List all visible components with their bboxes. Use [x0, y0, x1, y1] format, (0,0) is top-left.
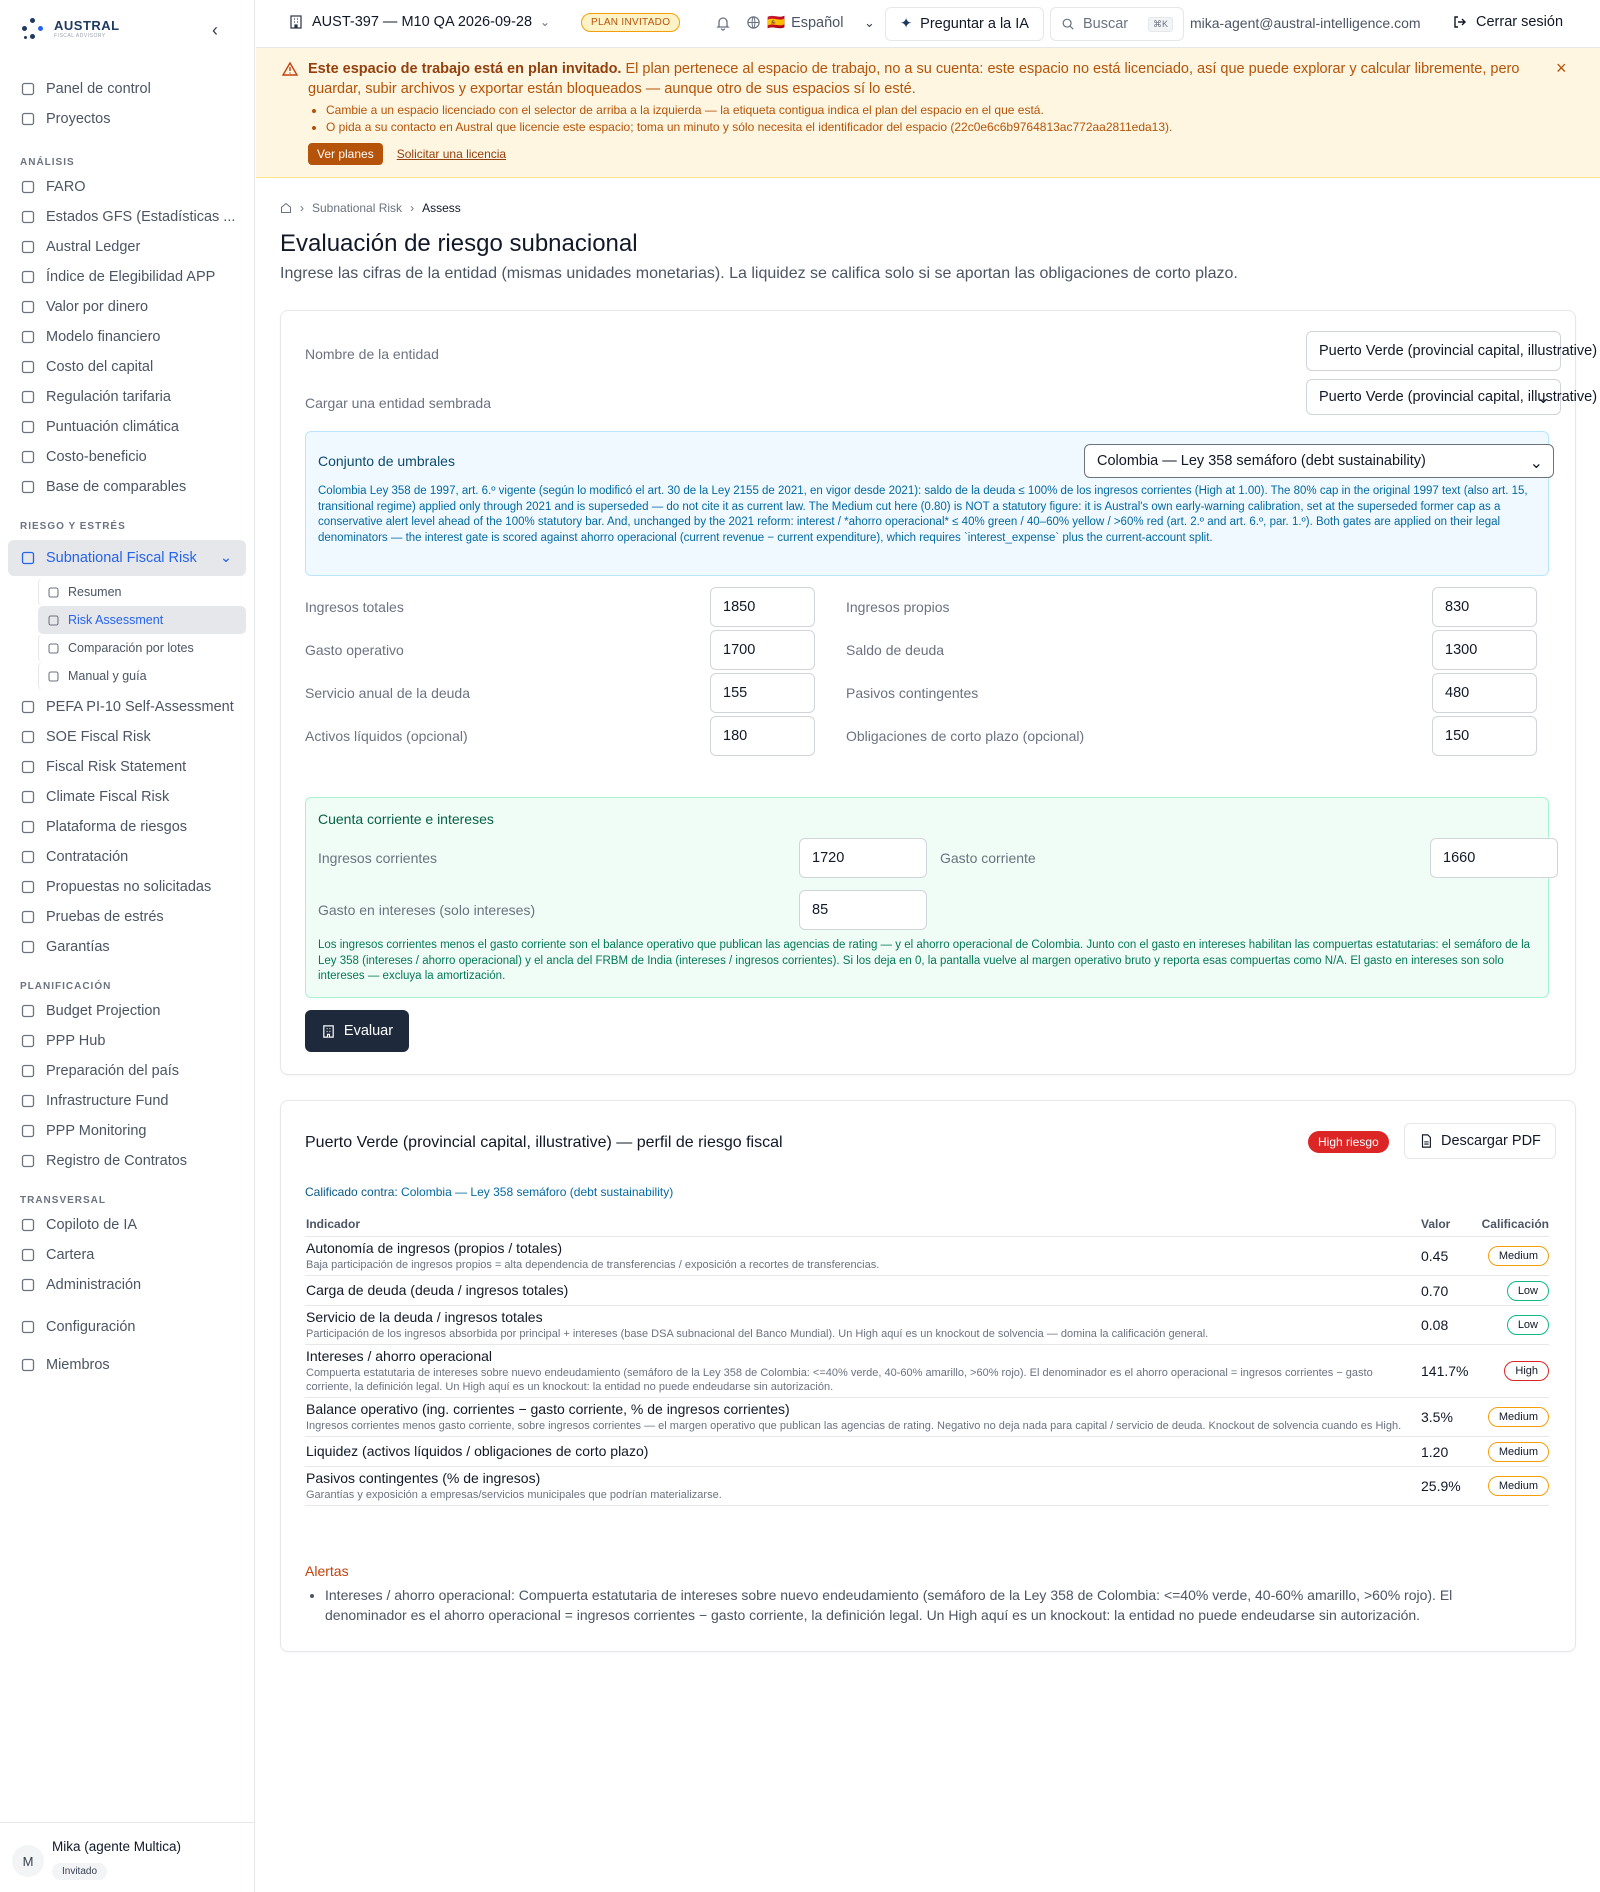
field-label: Ingresos corrientes [318, 850, 438, 866]
rating-badge: High [1504, 1361, 1549, 1381]
request-license-link[interactable]: Solicitar una licencia [396, 147, 507, 161]
sidebar-item-label: Preparación del país [46, 1063, 179, 1079]
sidebar-item-budget-projection[interactable] [8, 996, 246, 1026]
sidebar-item-label: Regulación tarifaria [46, 389, 171, 405]
indicator-name: Pasivos contingentes (% de ingresos) [306, 1470, 541, 1486]
sidebar-item-label: Modelo financiero [46, 329, 161, 345]
rating-badge: Medium [1488, 1442, 1549, 1462]
sidebar-item-regulacion-tarifaria[interactable] [8, 382, 246, 412]
entity-name-input[interactable]: Puerto Verde (provincial capital, illustrative) [1306, 331, 1561, 371]
sidebar-item-infrastructure-fund[interactable] [8, 1086, 246, 1116]
input-ingresos-totales[interactable]: 1850 [710, 587, 815, 627]
table-row [305, 1398, 1549, 1437]
indicator-name: Liquidez (activos líquidos / obligaciones de corto plazo) [306, 1443, 649, 1459]
value-header: Valor [1421, 1217, 1451, 1231]
logout-button[interactable] [1452, 14, 1563, 30]
sidebar-item-costo-beneficio[interactable] [8, 442, 246, 472]
indicator-value: 1.20 [1421, 1443, 1449, 1460]
sidebar-item-estados-gfs-estadisticas[interactable] [8, 202, 246, 232]
input-saldo-de-deuda[interactable]: 1300 [1432, 630, 1537, 670]
sparkle-icon [20, 1217, 36, 1233]
folder-icon [20, 111, 36, 127]
indicator-description: Ingresos corrientes menos gasto corriente, sobre ingresos corrientes — el margen operativo que publican las agencias de rating. Negativo no deja nada para capital / servicio de deuda. Knockout de solvencia cuando es High. [306, 1420, 1402, 1432]
rated-against-label: Calificado contra: [305, 1185, 398, 1199]
risk-profile-card [280, 1100, 1576, 1652]
brand-tagline: FISCAL ADVISORY [54, 33, 106, 39]
sidebar-section-title: ANÁLISIS [20, 157, 75, 168]
sidebar-item-registro-de-contratos[interactable] [8, 1146, 246, 1176]
indicator-value: 0.45 [1421, 1248, 1449, 1264]
subnav-item-label: Resumen [68, 585, 122, 599]
cloud-icon [20, 419, 36, 435]
field-label: Obligaciones de corto plazo (opcional) [846, 728, 1085, 744]
banner-bullet: • Cambie a un espacio licenciado con el selector de arriba a la izquierda — la etiqueta contigua indica el plan del espacio en el que está. [326, 102, 1526, 119]
topbar [256, 0, 1600, 48]
user-name: Mika (agente Multica) [52, 1839, 182, 1854]
logout-icon [1452, 14, 1468, 30]
book-icon [20, 239, 36, 255]
table-row [305, 1237, 1549, 1276]
sidebar-item-preparacion-del-pais[interactable] [8, 1056, 246, 1086]
indicator-description: Compuerta estatutaria de intereses sobre nuevo endeudamiento (semáforo de la Ley 358 de Colombia: <=40% verde, 40-60% amarillo, >60% rojo). El denominador es el ahorro operacional = ingresos corrientes − gasto corriente, la definición legal. Un High aquí es un knockout: la entidad no puede endeudarse sin autorización. [306, 1367, 1373, 1393]
chevron-down-icon: ⌄ [219, 550, 232, 566]
building-icon [20, 550, 36, 566]
indicator-cell [305, 1306, 1421, 1344]
document-icon [20, 209, 36, 225]
current-revenue-input[interactable]: 1720 [799, 838, 927, 878]
sidebar-section-title: RIESGO Y ESTRÉS [20, 521, 126, 532]
language-selector[interactable] [746, 14, 843, 31]
scale-icon [20, 299, 36, 315]
sidebar-item-label: Plataforma de riesgos [46, 819, 188, 835]
users-icon [20, 1357, 36, 1373]
scale-icon [20, 449, 36, 465]
workspace-selector[interactable] [288, 14, 550, 30]
sidebar-item-label: Registro de Contratos [46, 1153, 188, 1169]
field-label: Servicio anual de la deuda [305, 685, 471, 701]
sidebar-item-label: Índice de Elegibilidad APP [46, 269, 216, 285]
subnav-item-label: Comparación por lotes [68, 641, 194, 655]
sidebar-item-label: Costo-beneficio [46, 449, 147, 465]
sidebar-item-label: Panel de control [46, 81, 151, 97]
download-pdf-button[interactable] [1404, 1123, 1556, 1159]
book-open-icon [47, 670, 60, 683]
indicator-header: Indicador [306, 1217, 361, 1231]
building-icon [47, 614, 60, 627]
indicator-name: Balance operativo (ing. corrientes − gasto corriente, % de ingresos corrientes) [306, 1401, 790, 1417]
sidebar-item-label: Fiscal Risk Statement [46, 759, 187, 775]
current-account-panel [305, 797, 1549, 998]
search-button[interactable] [1050, 7, 1184, 41]
sidebar-item-pruebas-de-estres[interactable] [8, 902, 246, 932]
sidebar-item-label: Costo del capital [46, 359, 154, 375]
alerts-title: Alertas [305, 1563, 349, 1579]
field-label: Gasto corriente [940, 850, 1036, 866]
threshold-description: Colombia Ley 358 de 1997, art. 6.º vigente (según lo modificó el art. 30 de la Ley 2155 de 2021, en vigor desde 2021): saldo de la deuda ≤ 100% de los ingresos corrientes (High at 1.00). The 80% cap in the original 1997 text (also art. 15, transitional regime) applied only through 2021 and is superseded — do not cite it as current law. The Medium cut here (0.80) is NOT a statutory figure: it is Austral's own early-warning calibration, set at the superseded former cap as a conservative alert level ahead of the 100% statutory bar. And, unchanged by the 2021 reform: interest / *ahorro operacional* ≤ 40% green / 40–60% yellow / >60% red (art. 2.º and art. 6.º, par. 1.º). Both gates are applied on their legal denominators — the interest gate is scored against ahorro operacional (current revenue − current expenditure), which requires `interest_expense` plus the current-account split. [318, 485, 1528, 544]
indicator-table [305, 1217, 1549, 1506]
indicator-cell [305, 1467, 1421, 1505]
sidebar-item-soe-fiscal-risk[interactable] [8, 722, 246, 752]
rating-cell [1479, 1476, 1549, 1496]
activity-icon [20, 1123, 36, 1139]
risk-profile-title: Puerto Verde (provincial capital, illustrative) — perfil de riesgo fiscal [305, 1134, 783, 1151]
current-account-title: Cuenta corriente e intereses [318, 811, 494, 827]
subnav-item-risk-assessment[interactable] [38, 606, 246, 634]
alerts-list [325, 1585, 1535, 1625]
user-email: mika-agent@austral-intelligence.com [1190, 15, 1421, 31]
sidebar-item-label: PPP Monitoring [46, 1123, 147, 1139]
calculator-icon [20, 1003, 36, 1019]
sidebar-item-climate-fiscal-risk[interactable] [8, 782, 246, 812]
evaluate-button[interactable] [305, 1010, 409, 1052]
rating-cell [1479, 1361, 1549, 1381]
input-obligaciones-de-corto-plazo-opcional[interactable]: 150 [1432, 716, 1537, 756]
warning-icon [282, 61, 298, 77]
input-ingresos-propios[interactable]: 830 [1432, 587, 1537, 627]
rating-header: Calificación [1481, 1217, 1549, 1231]
sidebar-item-label: Propuestas no solicitadas [46, 879, 212, 895]
sidebar-item-ppp-hub[interactable] [8, 1026, 246, 1056]
field-label: Gasto en intereses (solo intereses) [318, 902, 536, 918]
banner-body: El plan pertenece al espacio de trabajo, no a su cuenta: este espacio no está licenciado, así que puede explorar y calcular libremente, pero guardar, subir archivos y exportar están bloqueados — aunque otro de sus espacios sí lo esté. [308, 61, 1520, 97]
compass-icon [20, 179, 36, 195]
indicator-cell [305, 1398, 1421, 1436]
sidebar-item-proyectos[interactable] [8, 104, 246, 134]
indicator-name: Carga de deuda (deuda / ingresos totales) [306, 1282, 569, 1298]
page-title: Evaluación de riesgo subnacional [280, 230, 638, 257]
indicator-name: Servicio de la deuda / ingresos totales [306, 1309, 543, 1325]
field-label: Ingresos propios [846, 599, 950, 615]
chevron-right-icon: › [300, 201, 304, 215]
zap-icon [20, 909, 36, 925]
sidebar-item-label: Infrastructure Fund [46, 1093, 169, 1109]
chevron-right-icon: › [410, 201, 415, 215]
sidebar-item-label: Base de comparables [46, 479, 187, 495]
rating-badge: Low [1507, 1315, 1549, 1335]
threshold-set-panel [305, 431, 1549, 576]
sidebar-item-copiloto-de-ia[interactable] [8, 1210, 246, 1240]
subnav-item-label: Manual y guía [68, 669, 147, 683]
plan-badge: PLAN INVITADO [581, 13, 680, 32]
sidebar-item-label: Subnational Fiscal Risk [46, 550, 197, 566]
user-profile[interactable] [0, 1822, 255, 1892]
field-label: Ingresos totales [305, 599, 404, 615]
banner-title: Este espacio de trabajo está en plan invitado. [308, 61, 622, 77]
clipboard-icon [20, 699, 36, 715]
sidebar-item-cartera[interactable] [8, 1240, 246, 1270]
table-row [305, 1276, 1549, 1306]
clipboard-icon [20, 849, 36, 865]
sidebar-item-label: Austral Ledger [46, 239, 141, 255]
flag-icon: 🇪🇸 [767, 15, 786, 31]
sidebar-item-faro[interactable] [8, 172, 246, 202]
table-row [305, 1437, 1549, 1467]
sidebar-item-label: Valor por dinero [46, 299, 149, 315]
search-shortcut: ⌘K [1148, 17, 1173, 32]
logo-icon [20, 16, 46, 42]
subnav-item-resumen[interactable] [38, 578, 246, 606]
shield-icon [20, 759, 36, 775]
sidebar-item-configuracion[interactable] [8, 1308, 246, 1346]
gear-icon [20, 1319, 36, 1335]
breadcrumb [280, 201, 461, 215]
rating-badge: Medium [1488, 1246, 1549, 1266]
chevron-down-icon: ⌄ [540, 15, 551, 29]
close-icon[interactable]: × [1556, 58, 1567, 78]
sidebar-item-label: Cartera [46, 1247, 95, 1263]
building-icon [20, 1033, 36, 1049]
scale-icon [47, 642, 60, 655]
grid-icon [20, 81, 36, 97]
rating-badge: Medium [1488, 1476, 1549, 1496]
current-expenditure-input[interactable]: 1660 [1430, 838, 1558, 878]
banner-bullet: • O pida a su contacto en Austral que licencie este espacio; toma un minuto y sólo necesita el identificador del espacio (22c0e6c6b9764813ac772aa2811eda13). [326, 119, 1526, 136]
field-label: Pasivos contingentes [846, 685, 979, 701]
assessment-form [280, 310, 1598, 1075]
sidebar-item-fiscal-risk-statement[interactable] [8, 752, 246, 782]
rating-cell [1479, 1315, 1549, 1335]
file-icon [1419, 1134, 1433, 1148]
sidebar-item-base-de-comparables[interactable] [8, 472, 246, 502]
rating-cell [1479, 1246, 1549, 1266]
calculator-icon [20, 329, 36, 345]
shield-icon [20, 819, 36, 835]
language-label: Español [791, 14, 844, 31]
sidebar-item-label: Configuración [46, 1319, 136, 1335]
document-icon [20, 879, 36, 895]
sidebar-item-panel-de-control[interactable] [8, 74, 246, 104]
sidebar-item-propuestas-no-solicitadas[interactable] [8, 872, 246, 902]
page-subtitle: Ingrese las cifras de la entidad (mismas unidades monetarias). La liquidez se califica solo si se aportan las obligaciones de corto plazo. [280, 265, 1238, 282]
sidebar-item-costo-del-capital[interactable] [8, 352, 246, 382]
sidebar-item-austral-ledger[interactable] [8, 232, 246, 262]
table-row [305, 1467, 1549, 1506]
field-label: Gasto operativo [305, 642, 404, 658]
subnav-item-comparacion-por-lotes[interactable] [38, 634, 246, 662]
sidebar-item-modelo-financiero[interactable] [8, 322, 246, 352]
sidebar-item-garantias[interactable] [8, 932, 246, 962]
guest-plan-banner [256, 48, 1600, 178]
sidebar-item-valor-por-dinero[interactable] [8, 292, 246, 322]
sidebar-item-pefa-pi-10-self-assessment[interactable] [8, 692, 246, 722]
sidebar-item-label: Administración [46, 1277, 142, 1293]
indicator-value: 141.7% [1421, 1363, 1469, 1379]
table-row [305, 1345, 1549, 1398]
cloud-icon [20, 789, 36, 805]
field-label: Activos líquidos (opcional) [305, 728, 468, 744]
rating-cell [1479, 1442, 1549, 1462]
entity-name-label: Nombre de la entidad [305, 346, 439, 362]
input-pasivos-contingentes[interactable]: 480 [1432, 673, 1537, 713]
subnav-item-label: Risk Assessment [68, 613, 164, 627]
logout-label: Cerrar sesión [1476, 14, 1564, 30]
sidebar-item-label: Pruebas de estrés [46, 909, 164, 925]
home-icon [47, 586, 60, 599]
trend-icon [20, 359, 36, 375]
sidebar-item-subnational-fiscal-risk[interactable] [8, 540, 246, 576]
flag-icon [20, 1063, 36, 1079]
threshold-set-select[interactable]: Colombia — Ley 358 semáforo (debt sustainability) ⌄ [1084, 444, 1554, 478]
indicator-name: Autonomía de ingresos (propios / totales) [306, 1240, 563, 1256]
sidebar-section-title: PLANIFICACIÓN [20, 981, 112, 992]
sidebar-item-ppp-monitoring[interactable] [8, 1116, 246, 1146]
gauge-icon [20, 389, 36, 405]
search-icon [1061, 17, 1075, 31]
indicator-description: Baja participación de ingresos propios = alta dependencia de transferencias / exposición a recortes de transferencias. [306, 1259, 880, 1271]
gear-icon [20, 1277, 36, 1293]
rating-cell [1479, 1407, 1549, 1427]
indicator-description: Participación de los ingresos absorbida por principal + intereses (base DSA subnacional del Banco Mundial). Un High aquí es un knockout de solvencia — domina la calificación general. [306, 1328, 1209, 1340]
sidebar-item-label: Climate Fiscal Risk [46, 789, 170, 805]
main-content [256, 0, 1600, 1892]
sidebar-nav [8, 74, 246, 1384]
breadcrumb-assess: Assess [422, 201, 461, 215]
indicator-value: 25.9% [1421, 1478, 1461, 1494]
brand-name: AUSTRAL [54, 18, 120, 33]
subnav-item-manual-y-guia[interactable] [38, 662, 246, 690]
sidebar-item-label: FARO [46, 179, 86, 195]
building-icon [321, 1024, 336, 1039]
indicator-cell [305, 1279, 1421, 1302]
rating-cell [1479, 1281, 1549, 1301]
sidebar [0, 0, 255, 1892]
sidebar-item-label: Budget Projection [46, 1003, 161, 1019]
table-header [305, 1217, 1549, 1237]
sidebar-item-label: Proyectos [46, 111, 111, 127]
sidebar-item-plataforma-de-riesgos[interactable] [8, 812, 246, 842]
rating-badge: Medium [1488, 1407, 1549, 1427]
rating-badge: Low [1507, 1281, 1549, 1301]
sidebar-item-label: Copiloto de IA [46, 1217, 138, 1233]
input-activos-liquidos-opcional[interactable]: 180 [710, 716, 815, 756]
evaluate-label: Evaluar [343, 1023, 394, 1039]
ask-ai-label: Preguntar a la IA [920, 16, 1029, 32]
table-row [305, 1306, 1549, 1345]
brand-logo[interactable] [20, 16, 120, 42]
input-gasto-operativo[interactable]: 1700 [710, 630, 815, 670]
sidebar-item-label: PPP Hub [46, 1033, 106, 1049]
overall-risk-badge: High riesgo [1308, 1131, 1389, 1153]
building-icon [20, 729, 36, 745]
seed-entity-select[interactable]: Puerto Verde (provincial capital, illustrative) ⌄ [1306, 379, 1561, 415]
interest-expense-input[interactable]: 85 [799, 890, 927, 930]
chevron-down-icon[interactable]: ⌄ [864, 15, 875, 30]
indicator-description: Garantías y exposición a empresas/servicios municipales que podrían materializarse. [306, 1489, 722, 1501]
document-icon [20, 1153, 36, 1169]
banner-message [308, 59, 1548, 99]
sidebar-item-contratacion[interactable] [8, 842, 246, 872]
sidebar-item-label: PEFA PI-10 Self-Assessment [46, 699, 234, 715]
ask-ai-button[interactable] [885, 7, 1044, 41]
rated-against [305, 1185, 673, 1199]
alert-item: • Intereses / ahorro operacional: Compuerta estatutaria de intereses sobre nuevo endeudamiento (semáforo de la Ley 358 de Colombia: <=40% verde, 40-60% amarillo, >60% rojo). El denominador es el ahorro operacional = ingresos corrientes − gasto corriente, la definición legal. Un High aquí es un knockout: la entidad no puede endeudarse sin autorización. [325, 1585, 1535, 1625]
download-pdf-label: Descargar PDF [1441, 1133, 1541, 1149]
rated-against-value: Colombia — Ley 358 semáforo (debt sustainability) [397, 1185, 674, 1199]
banner-bullets [326, 102, 1526, 136]
indicator-cell [305, 1237, 1421, 1275]
sidebar-item-label: Garantías [46, 939, 110, 955]
search-label: Buscar [1083, 16, 1129, 32]
seed-entity-label: Cargar una entidad sembrada [305, 395, 492, 411]
indicator-value: 0.08 [1421, 1317, 1449, 1333]
sparkle-icon [20, 1247, 36, 1263]
sidebar-item-label: SOE Fiscal Risk [46, 729, 151, 745]
indicator-value: 3.5% [1421, 1409, 1453, 1425]
view-plans-button[interactable]: Ver planes [308, 143, 383, 165]
sidebar-item-miembros[interactable] [8, 1346, 246, 1384]
sidebar-item-label: Estados GFS (Estadísticas ... [46, 209, 236, 225]
sidebar-item-label: Miembros [46, 1357, 110, 1373]
layers-icon [20, 1093, 36, 1109]
indicator-cell [305, 1440, 1421, 1463]
chart-icon [20, 479, 36, 495]
sidebar-item-administracion[interactable] [8, 1270, 246, 1300]
sidebar-item-indice-de-elegibilidad-app[interactable] [8, 262, 246, 292]
breadcrumb-subnational-risk[interactable]: Subnational Risk [312, 201, 403, 215]
indicator-value: 0.70 [1421, 1282, 1449, 1299]
sidebar-item-label: Puntuación climática [46, 419, 179, 435]
input-servicio-anual-de-la-deuda[interactable]: 155 [710, 673, 815, 713]
sidebar-section-title: TRANSVERSAL [20, 1195, 107, 1206]
collapse-sidebar-icon[interactable]: ‹ [212, 20, 218, 40]
sidebar-item-puntuacion-climatica[interactable] [8, 412, 246, 442]
sidebar-item-label: Contratación [46, 849, 129, 865]
bell-icon[interactable] [715, 15, 731, 31]
field-label: Saldo de deuda [846, 642, 945, 658]
building-icon [288, 14, 304, 30]
home-icon[interactable] [280, 202, 292, 214]
clipboard-icon [20, 269, 36, 285]
shield-icon [20, 939, 36, 955]
workspace-name: AUST-397 — M10 QA 2026-09-28 [312, 14, 533, 30]
sparkle-icon: ✦ [900, 16, 913, 32]
indicator-cell [305, 1345, 1421, 1397]
user-role-badge: Invitado [52, 1863, 107, 1880]
indicator-name: Intereses / ahorro operacional [306, 1348, 492, 1364]
threshold-set-label: Conjunto de umbrales [318, 453, 455, 469]
globe-icon [746, 15, 761, 30]
avatar: M [12, 1845, 44, 1877]
current-account-description: Los ingresos corrientes menos el gasto corriente son el balance operativo que publican las agencias de rating — y el ahorro operacional de Colombia. Junto con el gasto en intereses habilitan las compuertas estatutarias: el semáforo de la Ley 358 (intereses / ahorro operacional) y el ancla del FRBM de India (intereses / ingresos corrientes). Si los deja en 0, la pantalla vuelve al margen operativo bruto y reporta esas compuertas como N/A. El gasto en intereses son solo intereses — excluya la amortización. [318, 939, 1531, 982]
